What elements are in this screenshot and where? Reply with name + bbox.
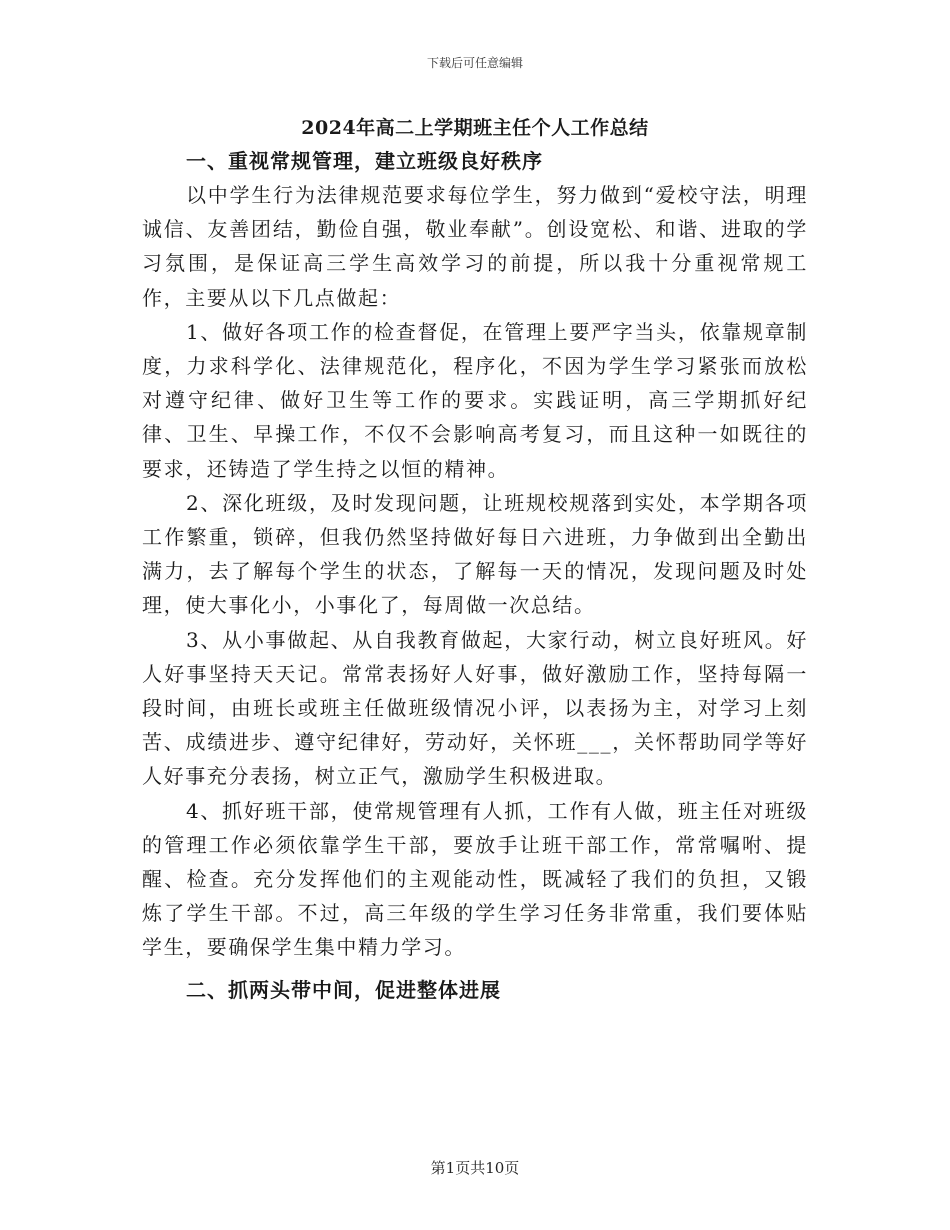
page-header: 下载后可任意编辑: [426, 56, 523, 70]
document-title: 2024年高二上学期班主任个人工作总结: [301, 117, 649, 139]
paragraph-item-1: 1、做好各项工作的检查督促，在管理上要严字当头，依靠规章制度，力求科学化、法律规范化，程序化，不因为学生学习紧张而放松对遵守纪律、做好卫生等工作的要求。实践证明，高三学期抓好纪律、卫生、早操工作，不仅不会影响高考复习，而且这种一如既往的要求，还铸造了学生持之以恒的精神。: [142, 319, 808, 481]
document-body: [142, 112, 808, 1007]
paragraph-intro: 以中学生行为法律规范要求每位学生，努力做到“爱校守法，明理诚信、友善团结，勤俭自强，敬业奉献”。创设宽松、和谐、进取的学习氛围，是保证高三学生高效学习的前提，所以我十分重视常规工作，主要从以下几点做起：: [142, 183, 808, 310]
section-heading-1: 一、重视常规管理，建立班级良好秩序: [186, 149, 543, 173]
section-heading-2: 二、抓两头带中间，促进整体进展: [186, 977, 501, 1002]
paragraph-item-2: 2、深化班级，及时发现问题，让班规校规落到实处，本学期各项工作繁重，锁碎，但我仍然坚持做好每日六进班，力争做到出全勤出满力，去了解每个学生的状态，了解每一天的情况，发现问题及时处理，使大事化小，小事化了，每周做一次总结。: [142, 490, 808, 618]
paragraph-item-4: 4、抓好班干部，使常规管理有人抓，工作有人做，班主任对班级的管理工作必须依靠学生干部，要放手让班干部工作，常常嘱咐、提醒、检查。充分发挥他们的主观能动性，既减轻了我们的负担，又锻炼了学生干部。不过，高三年级的学生学习任务非常重，我们要体贴学生，要确保学生集中精力学习。: [142, 798, 808, 960]
paragraph-item-3: 3、从小事做起、从自我教育做起，大家行动，树立良好班风。好人好事坚持天天记。常常表扬好人好事，做好激励工作，坚持每隔一段时间，由班长或班主任做班级情况小评，以表扬为主，对学习上刻苦、成绩进步、遵守纪律好，劳动好，关怀班___，关怀帮助同学等好人好事充分表扬，树立正气，激励学生积极进取。: [142, 627, 808, 789]
page-number: 第1页共10页: [430, 1159, 520, 1177]
